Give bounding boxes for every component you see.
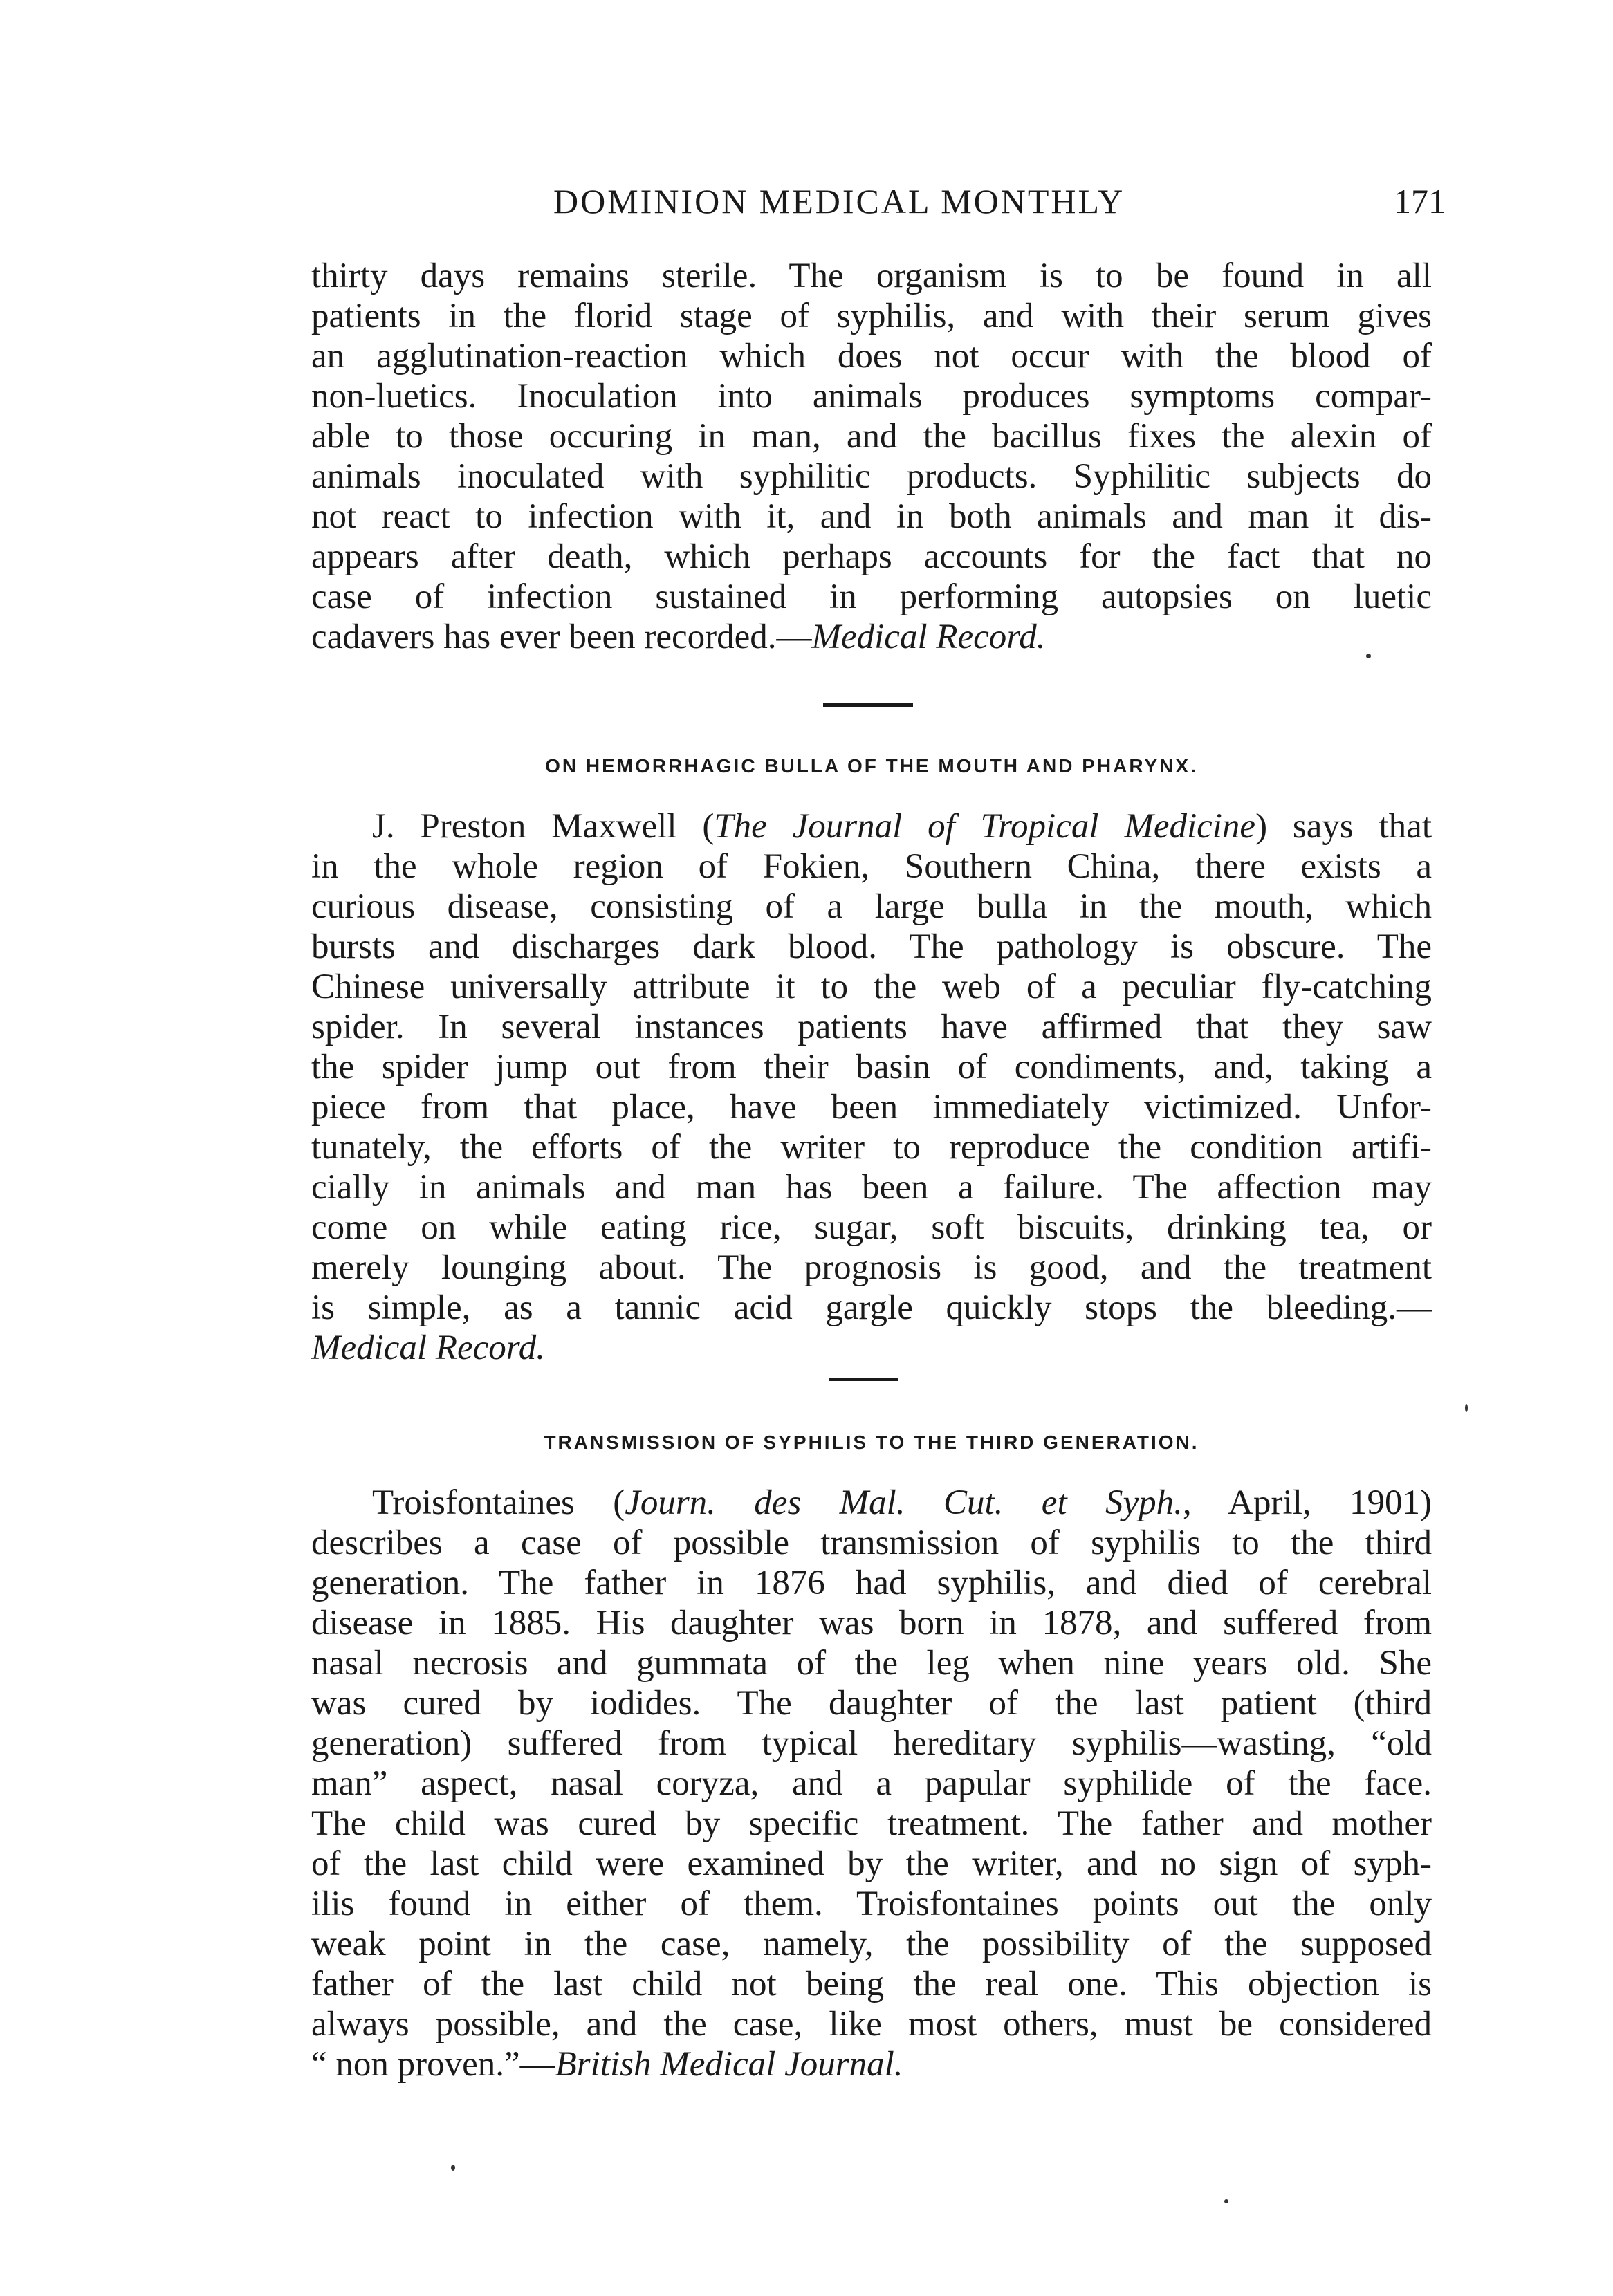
text-line: always possible, and the case, like most others, must be considered xyxy=(311,2005,1432,2044)
source-citation: British Medical Journal. xyxy=(555,2045,903,2084)
text-line: an agglutination-reaction which does not occur with the blood of xyxy=(311,337,1432,376)
text-line: nasal necrosis and gummata of the leg when nine years old. She xyxy=(311,1644,1432,1683)
text-line: able to those occuring in man, and the bacillus fixes the alexin of xyxy=(311,417,1432,456)
text-line: bursts and discharges dark blood. The pathology is obscure. The xyxy=(311,927,1432,966)
text-line: generation. The father in 1876 had syphilis, and died of cerebral xyxy=(311,1564,1432,1602)
text-line: appears after death, which perhaps accounts for the fact that no xyxy=(311,537,1432,576)
section-heading: TRANSMISSION OF SYPHILIS TO THE THIRD GENERATION. xyxy=(544,1432,1199,1453)
text-line: was cured by iodides. The daughter of the last patient (third xyxy=(311,1684,1432,1723)
line-text: cadavers has ever been recorded.— xyxy=(311,618,812,656)
text-line: father of the last child not being the real one. This objection is xyxy=(311,1965,1432,2003)
text-line: thirty days remains sterile. The organism is to be found in all xyxy=(311,257,1432,295)
text-line: merely lounging about. The prognosis is good, and the treatment xyxy=(311,1248,1432,1287)
text-line: curious disease, consisting of a large bulla in the mouth, which xyxy=(311,887,1432,926)
source-citation: Medical Record. xyxy=(311,1328,545,1367)
text-line: generation) suffered from typical hereditary syphilis—wasting, “old xyxy=(311,1724,1432,1763)
source-citation: Medical Record. xyxy=(811,618,1046,656)
text-line-first xyxy=(311,806,1432,846)
line-text: “ non proven.”— xyxy=(311,2045,555,2084)
text-line: non-luetics. Inoculation into animals produces symptoms compar- xyxy=(311,377,1432,416)
print-speck xyxy=(451,2165,455,2171)
text-line: come on while eating rice, sugar, soft biscuits, drinking tea, or xyxy=(311,1208,1432,1247)
print-speck xyxy=(1366,654,1371,658)
journal-title: Journ. des Mal. Cut. et Syph. xyxy=(625,1483,1183,1522)
text-line: piece from that place, have been immediately victimized. Unfor- xyxy=(311,1088,1432,1127)
running-head xyxy=(311,181,1446,230)
text-line: case of infection sustained in performing autopsies on luetic xyxy=(311,577,1432,616)
text-line: of the last child were examined by the writer, and no sign of syph- xyxy=(311,1844,1432,1883)
print-speck xyxy=(1465,1404,1468,1412)
text-line: tunately, the efforts of the writer to reproduce the condition artifi- xyxy=(311,1128,1432,1167)
text-line: is simple, as a tannic acid gargle quickly stops the bleeding.— xyxy=(311,1288,1432,1327)
article-body xyxy=(311,1483,1432,2084)
text-line: not react to infection with it, and in both animals and man it dis- xyxy=(311,497,1432,536)
article-body xyxy=(311,806,1432,1368)
text-line-last xyxy=(311,617,1432,657)
text-line: in the whole region of Fokien, Southern China, there exists a xyxy=(311,847,1432,886)
text-line: animals inoculated with syphilitic products. Syphilitic subjects do xyxy=(311,457,1432,496)
text-line: weak point in the case, namely, the possibility of the supposed xyxy=(311,1925,1432,1963)
text-line: The child was cured by specific treatment. The father and mother xyxy=(311,1804,1432,1843)
section-divider xyxy=(823,703,913,707)
line-text: , April, 1901) xyxy=(1182,1483,1432,1522)
page-number: 171 xyxy=(1394,182,1446,221)
print-speck xyxy=(1224,2199,1228,2203)
text-line: patients in the florid stage of syphilis, and with their serum gives xyxy=(311,297,1432,335)
line-text: Troisfontaines ( xyxy=(372,1483,625,1522)
text-line-last xyxy=(311,2044,1432,2084)
section-heading: ON HEMORRHAGIC BULLA OF THE MOUTH AND PHARYNX. xyxy=(545,755,1198,777)
text-line: Chinese universally attribute it to the web of a peculiar fly-catching xyxy=(311,968,1432,1006)
article-continuation xyxy=(311,256,1432,657)
running-title: DOMINION MEDICAL MONTHLY xyxy=(553,182,1125,221)
source-line xyxy=(311,1328,1432,1368)
section-divider xyxy=(829,1378,898,1381)
text-line: the spider jump out from their basin of condiments, and, taking a xyxy=(311,1048,1432,1086)
text-line: spider. In several instances patients have affirmed that they saw xyxy=(311,1008,1432,1046)
text-line: disease in 1885. His daughter was born in 1878, and suffered from xyxy=(311,1604,1432,1642)
text-line: describes a case of possible transmission of syphilis to the third xyxy=(311,1524,1432,1562)
text-line: cially in animals and man has been a failure. The affection may xyxy=(311,1168,1432,1207)
text-line: ilis found in either of them. Troisfontaines points out the only xyxy=(311,1885,1432,1923)
line-text: J. Preston Maxwell ( xyxy=(372,807,715,846)
text-line-first xyxy=(311,1483,1432,1523)
text-line: man” aspect, nasal coryza, and a papular syphilide of the face. xyxy=(311,1764,1432,1803)
line-text: ) says that xyxy=(1255,807,1432,846)
journal-title: The Journal of Tropical Medicine xyxy=(714,807,1256,846)
